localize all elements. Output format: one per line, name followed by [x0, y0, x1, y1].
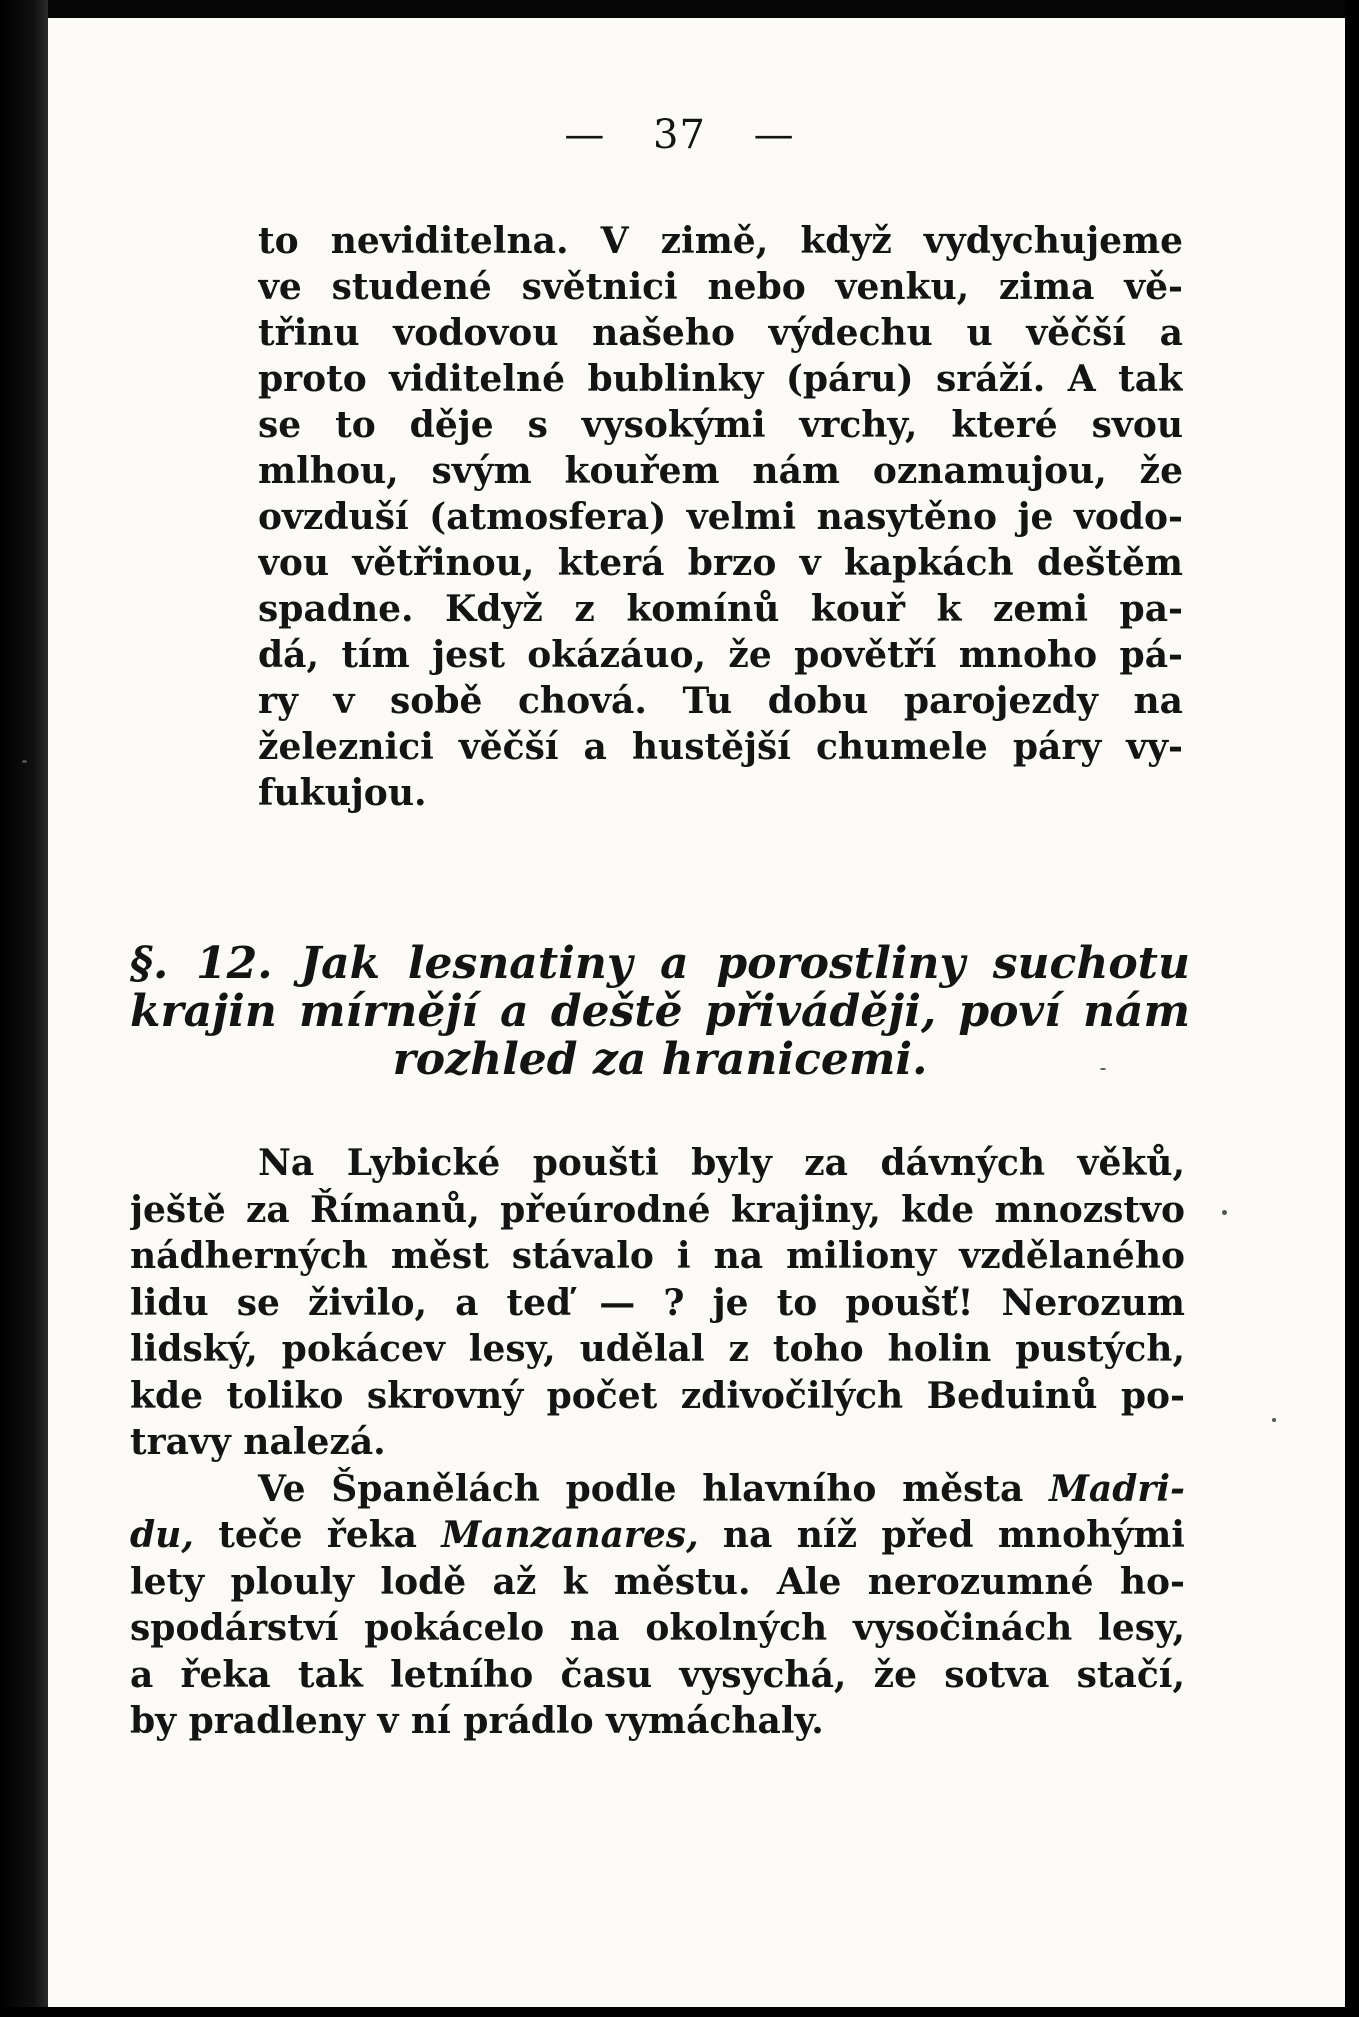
text-line: nádherných měst stávalo i na miliony vzdělaného	[130, 1235, 1185, 1277]
scan-left-border	[0, 0, 48, 2017]
text-run: teče řeka	[193, 1514, 442, 1556]
text-line: dá, tím jest okázáuo, že povětří mnoho pá-	[258, 634, 1183, 676]
text-line: třinu vodovou našeho výdechu u věčší a	[258, 312, 1183, 354]
text-line: to neviditelna. V zimě, když vydychujeme	[258, 220, 1183, 262]
text-line: fukujou.	[258, 772, 427, 814]
heading-line: §. 12. Jak lesnatiny a porostliny suchotu	[130, 940, 1190, 988]
text-line: ry v sobě chová. Tu dobu parojezdy na	[258, 680, 1183, 722]
header-dash-right: —	[753, 112, 795, 158]
scan-top-border	[48, 0, 1359, 18]
scan-speck	[1222, 1210, 1227, 1215]
text-line: proto viditelné bublinky (páru) sráží. A tak	[258, 358, 1183, 400]
place-name-madrid-cont: du,	[130, 1514, 194, 1556]
text-line: železnici věčší a hustější chumele páry vy-	[258, 726, 1183, 768]
river-name-manzanares: Manzanares,	[441, 1514, 699, 1556]
paragraph-vapor	[258, 218, 1183, 816]
page-number: 37	[653, 112, 706, 158]
text-line: ve studené světnici nebo venku, zima vě-	[258, 266, 1183, 308]
text-line: mlhou, svým kouřem nám oznamujou, že	[258, 450, 1183, 492]
place-name-madrid: Madri-	[1049, 1467, 1185, 1510]
text-line: spadne. Když z komínů kouř k zemi pa-	[258, 588, 1183, 630]
text-line: by pradleny v ní prádlo vymáchaly.	[130, 1700, 824, 1742]
scan-bottom-border	[0, 2007, 1359, 2017]
header-dash-left: —	[564, 112, 606, 158]
text-line: travy nalezá.	[130, 1421, 386, 1463]
text-line: se to děje s vysokými vrchy, které svou	[258, 404, 1183, 446]
heading-line: krajin mírnějí a deště přiváději, poví nám	[130, 988, 1190, 1036]
text-run: Ve Španělách podle hlavního města	[258, 1467, 1050, 1510]
scan-speck	[22, 760, 27, 763]
page-header	[0, 112, 1359, 158]
scan-speck	[1272, 1418, 1276, 1422]
text-line: ještě za Římanů, přeúrodné krajiny, kde mnozstvo	[130, 1188, 1185, 1231]
text-line: vou větřinou, která brzo v kapkách deštěm	[258, 542, 1183, 584]
text-line	[130, 1466, 1185, 1513]
text-line: spodárství pokácelo na okolných vysočinách lesy,	[130, 1607, 1185, 1649]
text-line: kde toliko skrovný počet zdivočilých Beduinů po-	[130, 1374, 1185, 1417]
text-line: lidský, pokácev lesy, udělal z toho holin pustých,	[130, 1328, 1185, 1370]
text-line: Na Lybické poušti byly za dávných věků,	[258, 1142, 1185, 1184]
text-line: a řeka tak letního času vysychá, že sotva stačí,	[130, 1653, 1185, 1696]
heading-line: rozhled za hranicemi.	[392, 1036, 928, 1084]
text-run: na níž před mnohými	[698, 1514, 1185, 1556]
section-heading	[130, 940, 1190, 1084]
text-line	[130, 1512, 1185, 1559]
text-line: lety plouly lodě až k městu. Ale nerozumné ho-	[130, 1560, 1185, 1603]
scan-right-border	[1345, 0, 1359, 2017]
text-line: ovzduší (atmosfera) velmi nasytěno je vodo-	[258, 496, 1183, 538]
paragraph-libya	[130, 1140, 1185, 1745]
text-line: lidu se živilo, a teď — ? je to poušť! Nerozum	[130, 1281, 1185, 1324]
